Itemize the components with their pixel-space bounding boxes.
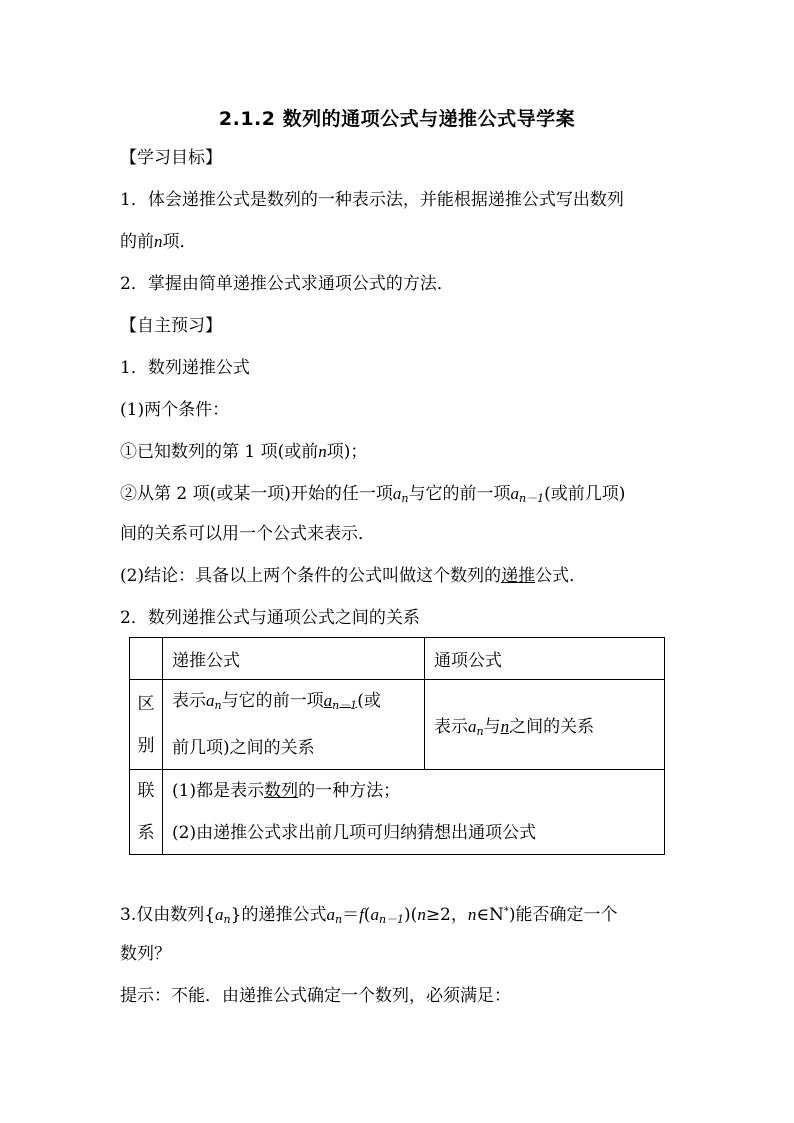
question-3-continued: 数列？ bbox=[120, 944, 171, 964]
section-1-title: 1．数列递推公式 bbox=[120, 358, 250, 378]
page-title: 2.1.2 数列的通项公式与递推公式导学案 bbox=[218, 108, 576, 130]
table-corner-cell bbox=[130, 638, 163, 680]
objective-item-1-continued: 的前n项． bbox=[120, 232, 197, 252]
table-row-connection bbox=[130, 770, 665, 855]
objectives-heading: 【学习目标】 bbox=[120, 148, 222, 168]
hint: 提示：不能．由递推公式确定一个数列，必须满足： bbox=[120, 986, 511, 1006]
conclusion: (2)结论：具备以上两个条件的公式叫做这个数列的递推公式． bbox=[120, 566, 587, 586]
connection-cell: (1)都是表示数列的一种方法； (2)由递推公式求出前几项可归纳猜想出通项公式 bbox=[163, 770, 665, 855]
relation-table bbox=[129, 637, 665, 855]
objective-item-2: 2．掌握由简单递推公式求通项公式的方法． bbox=[120, 274, 454, 294]
row-label-connection: 联 系 bbox=[130, 770, 163, 855]
difference-recursive-cell: 表示$a_n$与它的前一项$a_{n-1}$(或 前几项)之间的关系 bbox=[163, 680, 425, 770]
preview-heading: 【自主预习】 bbox=[120, 316, 222, 336]
section-2-title: 2．数列递推公式与通项公式之间的关系 bbox=[120, 608, 420, 628]
objective-item-1: 1．体会递推公式是数列的一种表示法，并能根据递推公式写出数列 bbox=[120, 190, 624, 210]
header-general: 通项公式 bbox=[425, 638, 665, 680]
condition-2: ②从第 2 项(或某一项)开始的任一项$a_n$与它的前一项$a_{n-1}$(或前几项) bbox=[120, 484, 626, 505]
row-label-difference: 区 别 bbox=[130, 680, 163, 770]
table-row-difference bbox=[130, 680, 665, 770]
question-3: 3.仅由数列$\{a_n\}$的递推公式$a_n=f(a_{n-1})(n\ge 2$，n∈N*)能否确定一个 bbox=[120, 905, 618, 926]
two-conditions: (1)两个条件： bbox=[120, 400, 230, 420]
header-recursive: 递推公式 bbox=[163, 638, 425, 680]
condition-2-continued: 间的关系可以用一个公式来表示． bbox=[120, 524, 375, 544]
table-header-row bbox=[130, 638, 665, 680]
difference-general-cell: 表示$a_n$与n之间的关系 bbox=[425, 680, 665, 770]
condition-1: ①已知数列的第 1 项(或前n项)； bbox=[120, 442, 368, 462]
